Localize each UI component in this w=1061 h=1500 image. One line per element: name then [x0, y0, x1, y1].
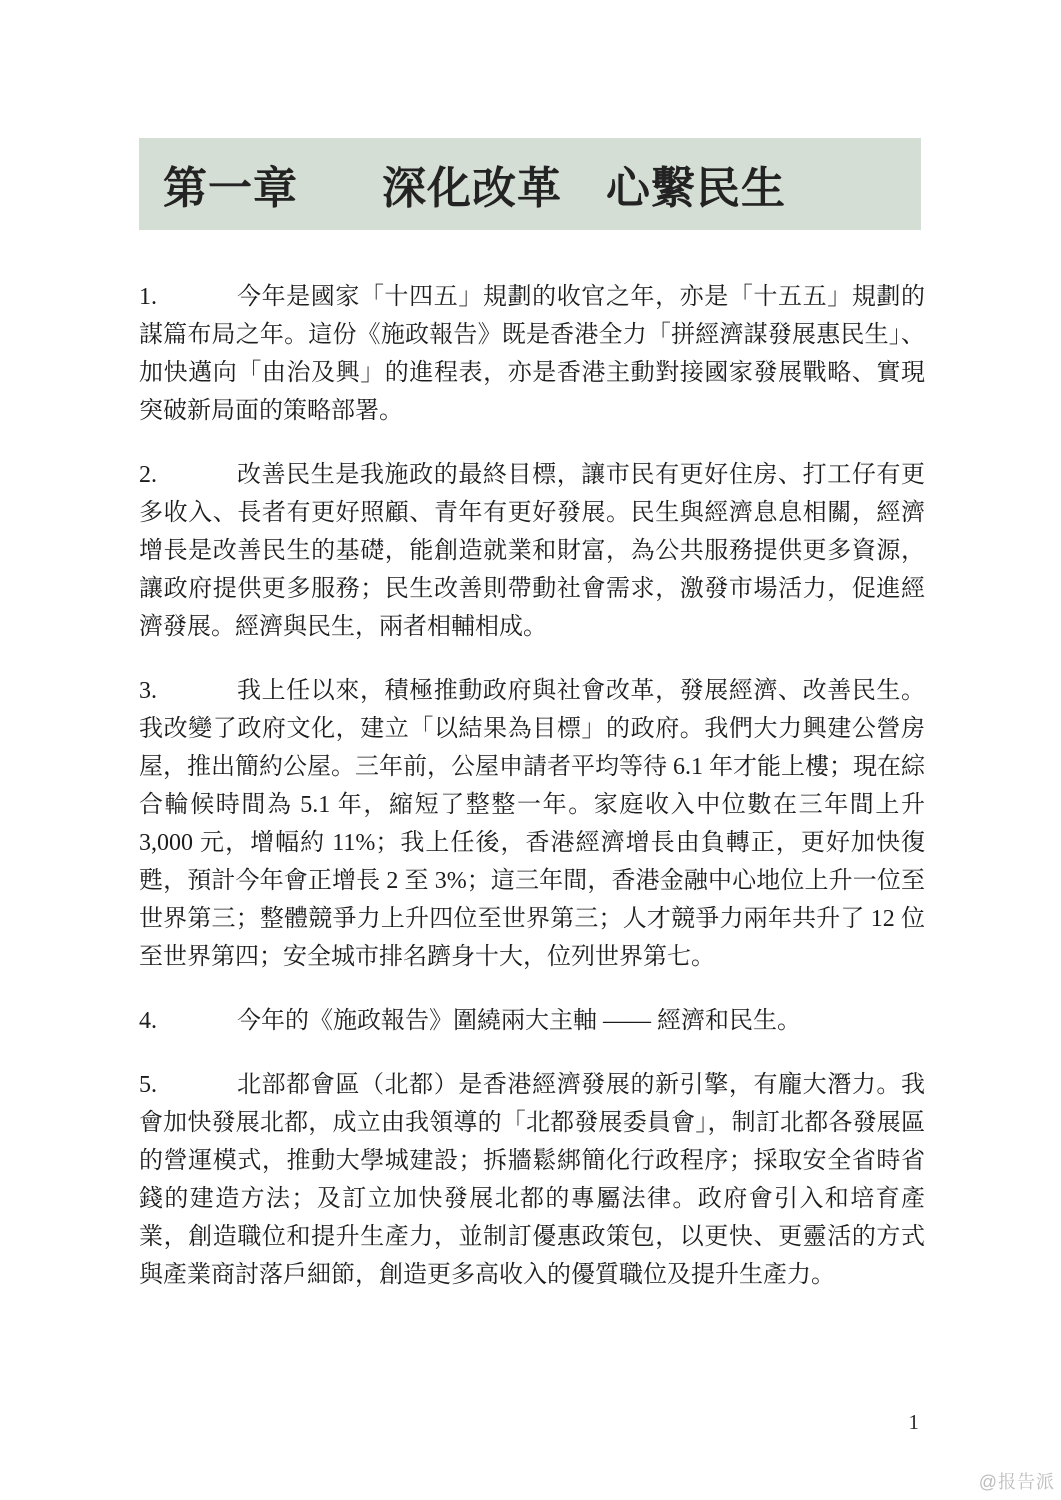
watermark: @报告派 [978, 1472, 1055, 1492]
chapter-title-part-2: 心繫民生 [606, 164, 786, 213]
chapter-title-part-1: 深化改革 [382, 164, 562, 213]
paragraph-text: 我上任以來，積極推動政府與社會改革，發展經濟、改善民生。我改變了政府文化，建立「以結果為目標」的政府。我們大力興建公營房屋，推出簡約公屋。三年前，公屋申請者平均等待 6.1 年才能上樓；現在綜合輪候時間為 5.1 年，縮短了整整一年。家庭收入中位數在三年間上升 3,000 元，增幅約 11%；我上任後，香港經濟增長由負轉正，更好加快復甦，預計今年會正增長 2 至 3%；這三年間，香港金融中心地位上升一位至世界第三；整體競爭力上升四位至世界第三；人才競爭力兩年共升了 12 位至世界第四；安全城市排名躋身十大，位列世界第七。 [139, 678, 925, 970]
chapter-number: 第一章 [163, 164, 298, 213]
paragraph-4 [139, 1002, 925, 1040]
paragraph-1 [139, 278, 925, 430]
paragraph-5 [139, 1066, 925, 1294]
paragraph-text: 北部都會區（北都）是香港經濟發展的新引擎，有龐大潛力。我會加快發展北都，成立由我領導的「北都發展委員會」，制訂北都各發展區的營運模式，推動大學城建設；拆牆鬆綁簡化行政程序；採取安全省時省錢的建造方法；及訂立加快發展北都的專屬法律。政府會引入和培育產業，創造職位和提升生產力，並制訂優惠政策包，以更快、更靈活的方式與產業商討落戶細節，創造更多高收入的優質職位及提升生產力。 [139, 1072, 925, 1288]
page-number: 1 [908, 1410, 919, 1434]
paragraph-2 [139, 456, 925, 646]
paragraph-number: 4. [139, 1008, 157, 1034]
paragraph-text: 今年的《施政報告》圍繞兩大主軸 —— 經濟和民生。 [237, 1008, 801, 1034]
body-content [139, 278, 925, 1320]
paragraph-3 [139, 672, 925, 976]
paragraph-number: 3. [139, 678, 157, 704]
paragraph-number: 5. [139, 1072, 157, 1098]
chapter-header-band [139, 138, 921, 230]
paragraph-text: 今年是國家「十四五」規劃的收官之年，亦是「十五五」規劃的謀篇布局之年。這份《施政報告》既是香港全力「拼經濟謀發展惠民生」、加快邁向「由治及興」的進程表，亦是香港主動對接國家發展戰略、實現突破新局面的策略部署。 [139, 284, 925, 424]
paragraph-number: 1. [139, 284, 157, 310]
paragraph-number: 2. [139, 462, 157, 488]
chapter-title [139, 152, 786, 216]
paragraph-text: 改善民生是我施政的最終目標，讓市民有更好住房、打工仔有更多收入、長者有更好照顧、青年有更好發展。民生與經濟息息相關，經濟增長是改善民生的基礎，能創造就業和財富，為公共服務提供更多資源，讓政府提供更多服務；民生改善則帶動社會需求，激發市場活力，促進經濟發展。經濟與民生，兩者相輔相成。 [139, 462, 925, 640]
